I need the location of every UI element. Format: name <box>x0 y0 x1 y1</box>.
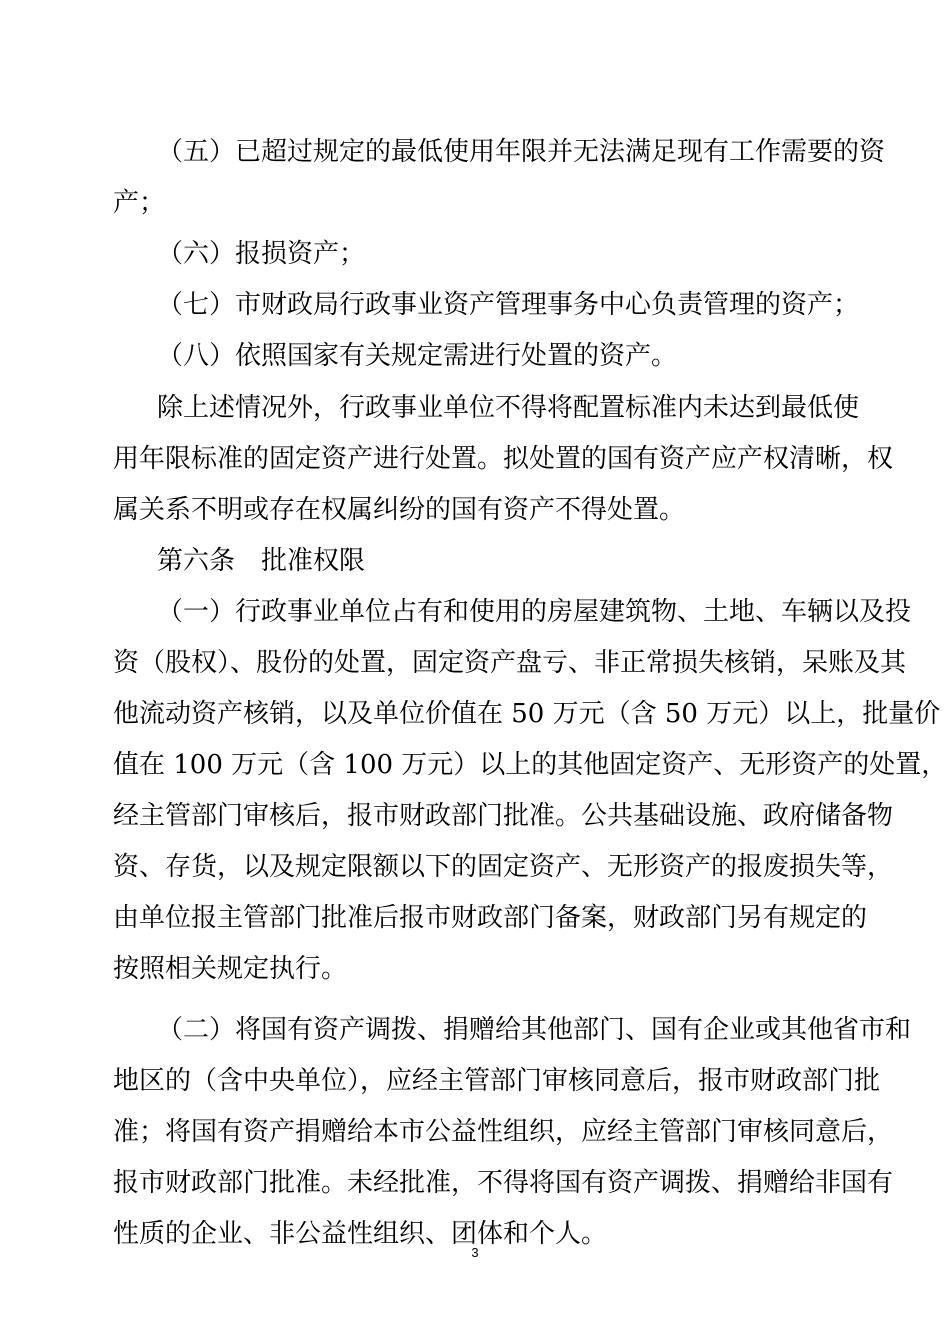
page-number: 3 <box>471 1245 479 1260</box>
text-line: （七）市财政局行政事业资产管理事务中心负责管理的资产； <box>157 290 860 320</box>
text-line: 准；将国有资产捐赠给本市公益性组织，应经主管部门审核同意后， <box>113 1117 894 1147</box>
text-line: 资、存货，以及规定限额以下的固定资产、无形资产的报废损失等， <box>113 852 894 882</box>
text-line: 地区的（含中央单位），应经主管部门审核同意后，报市财政部门批 <box>113 1066 881 1096</box>
text-line: 由单位报主管部门批准后报市财政部门备案，财政部门另有规定的 <box>113 903 868 933</box>
text-line: 属关系不明或存在权属纠纷的国有资产不得处置。 <box>113 495 686 525</box>
text-line: 用年限标准的固定资产进行处置。拟处置的国有资产应产权清晰，权 <box>113 444 894 474</box>
text-line: 除上述情况外，行政事业单位不得将配置标准内未达到最低使 <box>157 393 860 423</box>
text-line: （六）报损资产； <box>157 239 366 269</box>
text-line: 值在 100 万元（含 100 万元）以上的其他固定资产、无形资产的处置， <box>113 750 948 780</box>
text-line: 按照相关规定执行。 <box>113 954 348 984</box>
text-line: （八）依照国家有关规定需进行处置的资产。 <box>157 341 678 371</box>
text-line: 性质的企业、非公益性组织、团体和个人。 <box>113 1219 608 1249</box>
section-heading: 第六条 批准权限 <box>157 546 366 576</box>
text-line: 他流动资产核销，以及单位价值在 50 万元（含 50 万元）以上，批量价 <box>113 699 941 729</box>
text-line: （五）已超过规定的最低使用年限并无法满足现有工作需要的资 <box>157 137 886 167</box>
text-line: 报市财政部门批准。未经批准，不得将国有资产调拨、捐赠给非国有 <box>113 1168 894 1198</box>
text-line: 产； <box>113 188 166 218</box>
text-line: （二）将国有资产调拨、捐赠给其他部门、国有企业或其他省市和 <box>157 1015 912 1045</box>
text-line: 经主管部门审核后，报市财政部门批准。公共基础设施、政府储备物 <box>113 801 894 831</box>
text-line: （一）行政事业单位占有和使用的房屋建筑物、土地、车辆以及投 <box>157 597 912 627</box>
text-line: 资（股权）、股份的处置，固定资产盘亏、非正常损失核销，呆账及其 <box>113 648 907 678</box>
